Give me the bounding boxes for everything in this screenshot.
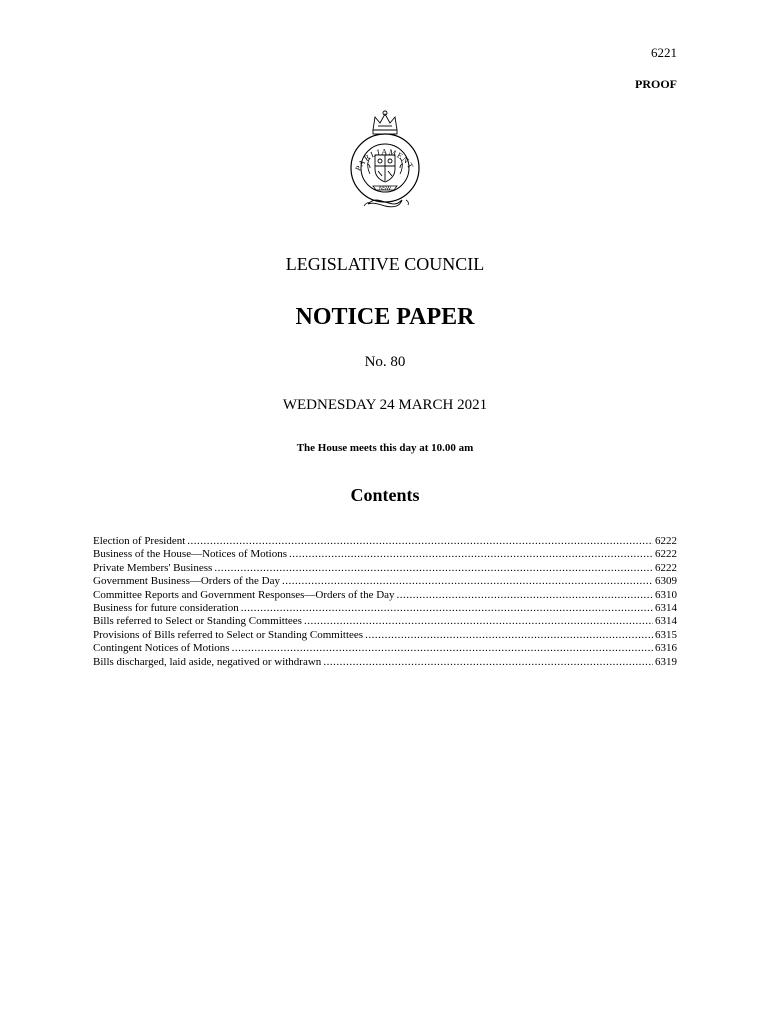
page-title: NOTICE PAPER (295, 304, 475, 330)
contents-item-label: Contingent Notices of Motions (93, 642, 230, 655)
contents-item-committee-reports[interactable] (93, 589, 677, 602)
dot-leader (289, 548, 653, 561)
paper-date: WEDNESDAY 24 MARCH 2021 (282, 397, 488, 413)
contents-item-contingent-notices[interactable] (93, 642, 677, 655)
contents-item-page: 6309 (655, 575, 677, 588)
contents-item-label: Private Members' Business (93, 561, 213, 574)
contents-item-page: 6222 (655, 561, 677, 574)
contents-item-bills-referred[interactable] (93, 615, 677, 628)
dot-leader (241, 602, 653, 615)
contents-item-bills-discharged[interactable] (93, 656, 677, 669)
contents-item-page: 6319 (655, 655, 677, 668)
svg-text:PARLIAMENT: PARLIAMENT (353, 147, 416, 173)
svg-text:NSW: NSW (379, 186, 391, 192)
contents-item-label: Bills referred to Select or Standing Committees (93, 615, 302, 628)
contents-item-label: Bills discharged, laid aside, negatived or withdrawn (93, 655, 322, 668)
contents-item-page: 6314 (655, 602, 677, 615)
contents-item-private-members-business[interactable] (93, 562, 677, 575)
dot-leader (397, 589, 653, 602)
contents-item-label: Election of President (93, 535, 186, 547)
paper-number: No. 80 (364, 354, 406, 370)
contents-list (93, 535, 677, 669)
dot-leader (214, 562, 653, 575)
dot-leader (365, 629, 653, 642)
meeting-note: The House meets this day at 10.00 am (296, 442, 474, 454)
contents-item-government-business[interactable] (93, 575, 677, 588)
contents-item-label: Committee Reports and Government Responses—Orders of the Day (93, 588, 395, 601)
contents-item-page: 6222 (655, 535, 677, 547)
contents-item-page: 6314 (655, 615, 677, 628)
dot-leader (232, 642, 653, 655)
contents-item-provisions-of-bills[interactable] (93, 629, 677, 642)
contents-heading: Contents (350, 485, 420, 505)
contents-item-election-of-president[interactable] (93, 535, 677, 548)
parliament-nsw-crest-icon (342, 108, 428, 212)
page-number: 6221 (651, 45, 677, 60)
contents-item-future-consideration[interactable] (93, 602, 677, 615)
contents-item-notices-of-motions[interactable] (93, 548, 677, 561)
council-name: LEGISLATIVE COUNCIL (285, 254, 485, 274)
contents-item-label: Business for future consideration (93, 602, 239, 615)
proof-label: PROOF (635, 77, 677, 91)
dot-leader (187, 535, 653, 548)
contents-item-label: Government Business—Orders of the Day (93, 575, 280, 588)
contents-item-page: 6315 (655, 628, 677, 641)
contents-item-page: 6316 (655, 642, 677, 655)
contents-item-label: Business of the House—Notices of Motions (93, 548, 288, 561)
dot-leader (282, 575, 653, 588)
contents-item-page: 6310 (655, 588, 677, 601)
contents-item-page: 6222 (655, 548, 677, 561)
dot-leader (304, 615, 653, 628)
contents-item-label: Provisions of Bills referred to Select or Standing Committees (93, 628, 364, 641)
dot-leader (323, 656, 653, 669)
